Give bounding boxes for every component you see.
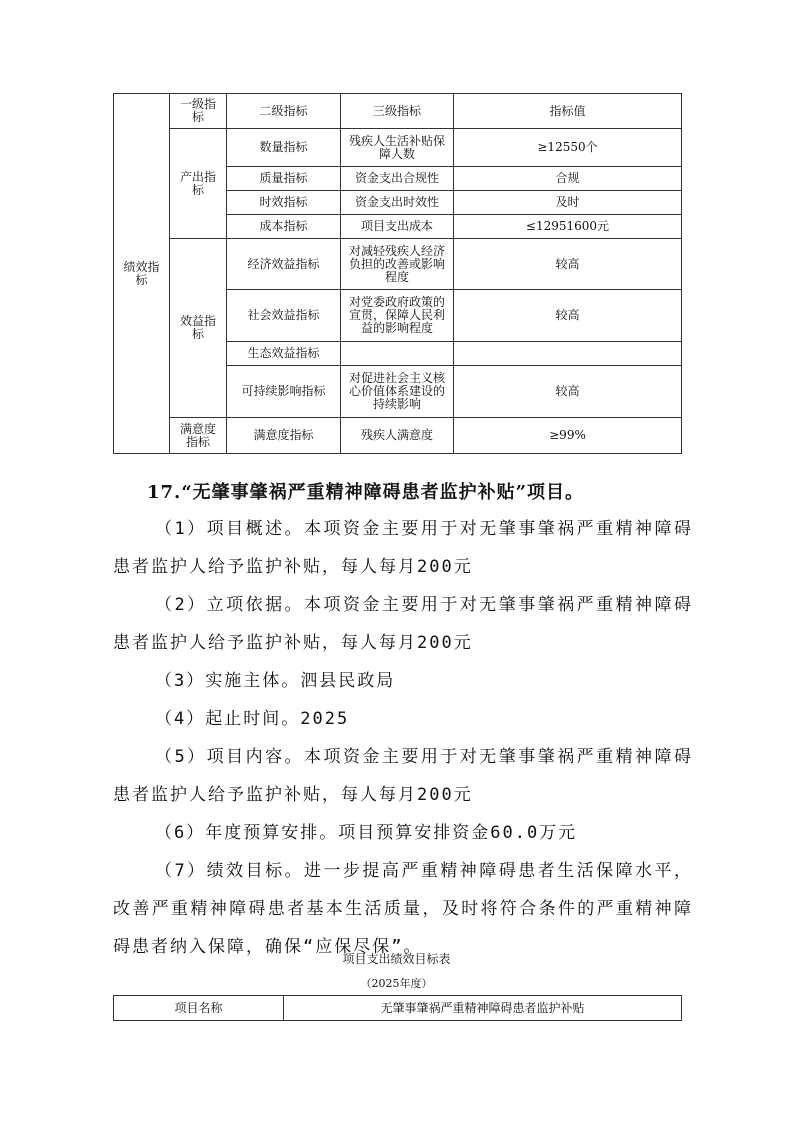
paragraph-period: （4）起止时间。2025 [155,709,350,729]
output-indicator-label: 产出指标 [170,129,227,239]
table-row [114,996,682,1021]
level3-cell: 对党委政府政策的宣贯，保障人民利益的影响程度 [341,290,454,342]
level2-cell: 生态效益指标 [227,342,341,366]
value-cell: ≥12550个 [454,129,682,167]
level2-cell: 可持续影响指标 [227,366,341,418]
paragraph-implementer: （3）实施主体。泗县民政局 [155,671,396,691]
table-row [114,129,682,167]
level3-cell: 对减轻残疾人经济负担的改善或影响程度 [341,239,454,290]
table-row [114,418,682,454]
satisfaction-indicator-label: 满意度指标 [170,418,227,454]
indicator-group-cell: 绩效指标 [114,94,170,454]
paragraph-overview: （1）项目概述。本项资金主要用于对无肇事肇祸严重精神障碍患者监护人给予监护补贴，每人每月200元 [113,519,693,577]
level2-cell: 时效指标 [227,191,341,215]
level2-cell: 质量指标 [227,167,341,191]
paragraph-goals: （7）绩效目标。进一步提高严重精神障碍患者生活保障水平，改善严重精神障碍患者基本生活质量，及时将符合条件的严重精神障碍患者纳入保障，确保“应保尽保”。 [113,861,693,957]
summary-table-year: （2025年度） [360,977,433,990]
level3-cell: 资金支出时效性 [341,191,454,215]
header-level3: 三级指标 [341,94,454,129]
paragraph-basis: （2）立项依据。本项资金主要用于对无肇事肇祸严重精神障碍患者监护人给予监护补贴，每人每月200元 [113,595,693,653]
level2-cell: 经济效益指标 [227,239,341,290]
value-cell: 较高 [454,290,682,342]
value-cell: 及时 [454,191,682,215]
level2-cell: 成本指标 [227,215,341,239]
header-level2: 二级指标 [227,94,341,129]
value-cell: ≤12951600元 [454,215,682,239]
value-cell: 合规 [454,167,682,191]
project-name-label: 项目名称 [114,996,284,1021]
level3-cell: 对促进社会主义核心价值体系建设的持续影响 [341,366,454,418]
value-cell: 较高 [454,366,682,418]
header-level1: 一级指标 [170,94,227,129]
level3-cell [341,342,454,366]
level2-cell: 满意度指标 [227,418,341,454]
table-row [114,239,682,290]
project-summary-table [113,995,682,1021]
paragraph-content: （5）项目内容。本项资金主要用于对无肇事肇祸严重精神障碍患者监护人给予监护补贴，每人每月200元 [113,747,693,805]
table-header-row [114,94,682,129]
level3-cell: 项目支出成本 [341,215,454,239]
level3-cell: 残疾人生活补贴保障人数 [341,129,454,167]
section-heading: 17.“无肇事肇祸严重精神障碍患者监护补贴”项目。 [147,482,585,503]
summary-table-title: 项目支出绩效目标表 [342,952,451,966]
value-cell [454,342,682,366]
level2-cell: 数量指标 [227,129,341,167]
benefit-indicator-label: 效益指标 [170,239,227,418]
level2-cell: 社会效益指标 [227,290,341,342]
level3-cell: 残疾人满意度 [341,418,454,454]
paragraph-budget: （6）年度预算安排。项目预算安排资金60.0万元 [155,823,578,843]
level3-cell: 资金支出合规性 [341,167,454,191]
header-value: 指标值 [454,94,682,129]
value-cell: ≥99% [454,418,682,454]
value-cell: 较高 [454,239,682,290]
performance-indicator-table [113,93,682,454]
project-name-value: 无肇事肇祸严重精神障碍患者监护补贴 [284,996,682,1021]
